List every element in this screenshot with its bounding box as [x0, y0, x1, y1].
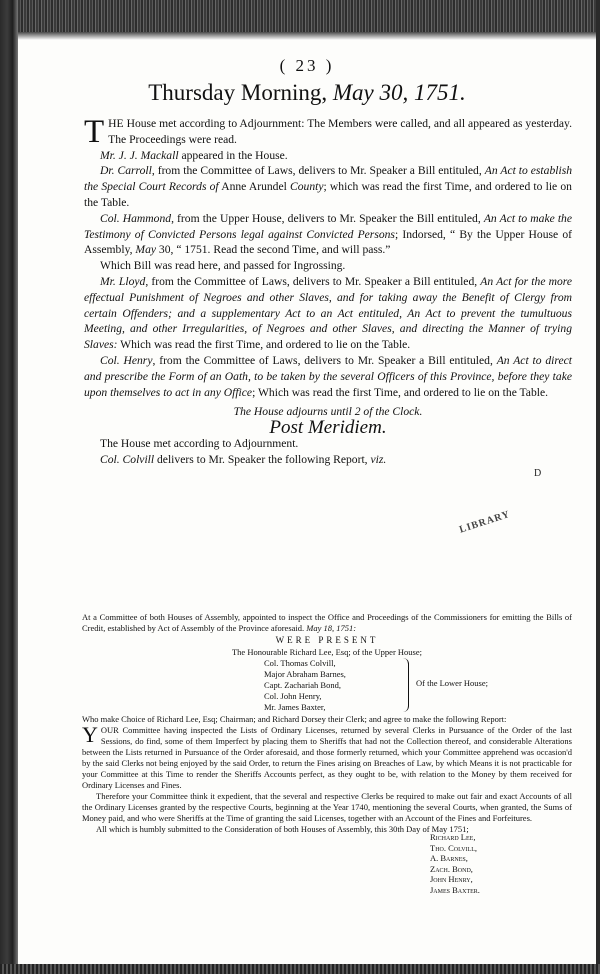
member-name: Capt. Zachariah Bond,: [264, 680, 341, 690]
heading-date: May 30, 1751.: [332, 80, 466, 105]
signer-name: Zach. Bond,: [430, 863, 473, 874]
scan-border-left: [0, 0, 18, 974]
were-present-heading: WERE PRESENT: [275, 635, 379, 645]
signer-name: Tho. Colvill,: [430, 842, 478, 853]
member-name: Major Abraham Barnes,: [264, 669, 346, 679]
member-brace: [400, 658, 409, 712]
report-signers: [430, 832, 560, 896]
heading-day: Thursday Morning,: [148, 80, 328, 105]
report-paragraph-3: All which is humbly submitted to the Consideration of both Houses of Assembly, this 30th Day of May 1751;: [96, 824, 469, 834]
post-meridiem-title: Post Meridiem.: [269, 417, 387, 439]
scan-border-top: [0, 0, 600, 40]
paragraph-afternoon-met: The House met according to Adjournment.: [100, 436, 299, 450]
adjournment-line: The House adjourns until 2 of the Clock.: [233, 405, 423, 419]
library-stamp: LIBRARY: [458, 508, 512, 536]
paragraph-lloyd: Mr. Lloyd, from the Committee of Laws, delivers to Mr. Speaker a Bill entituled, An Act for the more effectual Punishment of Negroes and other Slaves, and for taking away the Benefit of Clergy from certain Offenders; and a supplementary Act to an Act entituled, An Act to prevent the tumultuous Meeting, and other Irregularities, of Negroes and other Slaves, and directing the Manner of trying Slaves: Which was read the first Time, and ordered to lie on the Table.: [84, 274, 573, 352]
page-heading: [18, 80, 596, 106]
committee-report: [82, 612, 572, 835]
paragraph-carroll: Dr. Carroll, from the Committee of Laws, delivers to Mr. Speaker a Bill entituled, An Act to establish the Special Court Records of Anne Arundel County; which was read the first Time, and ordered to lie on the Table.: [84, 164, 573, 209]
document-page: [18, 40, 596, 964]
report-paragraph-1: YOUR Committee having inspected the Lists of Ordinary Licenses, returned by several Clerks in Pursuance of the Order of the last Sessions, do find, some of them Imperfect by placing them to Sheriffs that had not the Collection thereof, and considerable Alterations between the Lists returned in Pursuance of the Order aforesaid, and those formerly returned, which your Committee apprehend was occasion'd by the said Clerks not being enjoyed by the said Order, to return the Fines arising on Breaches of Law, by which Means it is not practicable for your Committee at this Time to render the Sheriffs Accounts perfect, as they ought to be, with relation to the Money by them received for Ordinary Licenses and Fines.: [82, 722, 572, 790]
drop-cap: T: [84, 114, 105, 150]
report-choice: Who make Choice of Richard Lee, Esq; Chairman; and Richard Dorsey their Clerk; and agree to make the following Report:: [82, 714, 507, 724]
paragraph-ingrossing: Which Bill was read here, and passed for Ingrossing.: [100, 259, 346, 273]
lower-house-label: Of the Lower House;: [416, 678, 488, 688]
member-list: [264, 658, 394, 713]
signer-name: A. Barnes,: [430, 853, 468, 864]
morning-proceedings: [84, 116, 572, 468]
scan-border-bottom: [0, 964, 600, 974]
margin-mark: D: [534, 468, 542, 479]
paragraph-opening: THE House met according to Adjournment: The Members were called, and all appeared as yesterday. The Proceedings were read.: [84, 114, 572, 150]
page-number: ( 23 ): [279, 56, 335, 75]
signer-name: Richard Lee,: [430, 832, 476, 842]
paragraph-henry: Col. Henry, from the Committee of Laws, delivers to Mr. Speaker a Bill entituled, An Act to direct and prescribe the Form of an Oath, to be taken by the several Officers of this Province, before they take upon themselves to act in any Office; Which was read the first Time, and ordered to lie on the Table.: [84, 353, 572, 399]
member-name: Mr. James Baxter,: [264, 702, 326, 712]
paragraph-hammond: Col. Hammond, from the Upper House, delivers to Mr. Speaker the Bill entituled, An Act to make the Testimony of Convicted Persons legal against Convicted Persons; Indorsed, “ By the Upper House of Assembly, May 30, “ 1751. Read the second Time, and will pass.”: [84, 211, 572, 257]
paragraph-colvill: Col. Colvill delivers to Mr. Speaker the following Report, viz.: [100, 452, 387, 466]
paragraph-mackall: Mr. J. J. Mackall appeared in the House.: [100, 148, 288, 162]
signer-name: James Baxter.: [430, 884, 480, 895]
report-intro: At a Committee of both Houses of Assembly, appointed to inspect the Office and Proceedings of the Commissioners for emitting the Bills of Credit, established by Act of Assembly of the Province aforesaid. May 18, 1751:: [82, 612, 572, 633]
member-name: Col. Thomas Colvill,: [264, 658, 336, 668]
member-name: Col. John Henry,: [264, 691, 322, 701]
signer-name: John Henry,: [430, 874, 473, 885]
upper-house-member: The Honourable Richard Lee, Esq; of the Upper House;: [231, 647, 422, 657]
report-paragraph-2: Therefore your Committee think it expedient, that the several and respective Clerks be required to make out fair and exact Accounts of all the Ordinary Licenses granted by the respective Courts, beginning at the Year 1740, mentioning the several Courts, when granted, the Sums of Money paid, and who were Sheriffs at the Time of granting the said Licenses, together with an Account of the Fines and Forfeitures.: [82, 791, 572, 823]
drop-cap: Y: [82, 722, 98, 747]
lower-house-members: [82, 658, 572, 714]
scan-border-right: [596, 0, 600, 974]
